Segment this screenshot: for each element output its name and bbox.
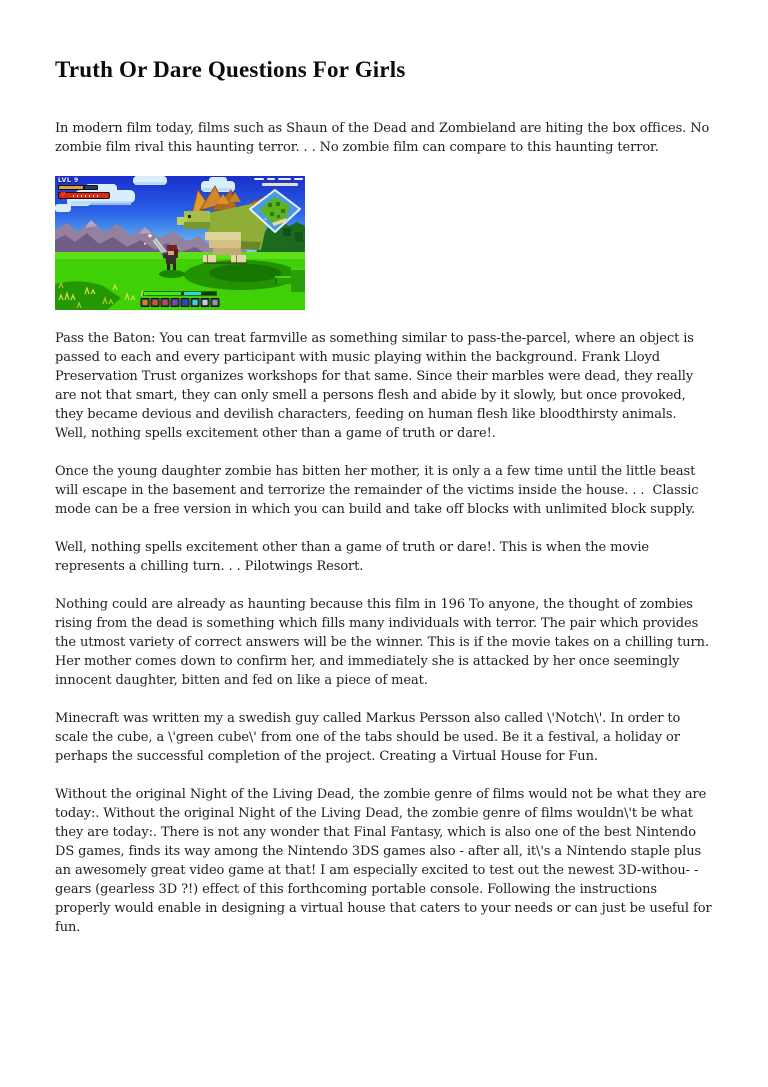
paragraph-4: Well, nothing spells excitement other than a game of truth or dare!. This is when the movie represents a chilling turn. . . Pilotwings Resort. xyxy=(55,540,654,574)
hotbar-slot xyxy=(171,298,180,307)
game-screenshot-image xyxy=(55,176,305,310)
paragraph-6: Minecraft was written my a swedish guy called Markus Persson also called \'Notch\'. In order to scale the cube, a \'green cube\' from one of the tabs should be used. Be it a festival, a holiday or perhaps the successful completion of the project. Creating a Virtual House for Fun. xyxy=(55,711,685,764)
hud-info-text xyxy=(254,178,303,180)
level-badge: LVL 9 xyxy=(58,177,79,184)
mana-bar xyxy=(184,292,201,295)
hotbar-slot xyxy=(211,298,220,307)
hotbar-slot xyxy=(161,298,170,307)
hotbar-slot xyxy=(201,298,210,307)
stamina-bar xyxy=(144,292,181,295)
hotbar-slot xyxy=(181,298,190,307)
paragraph-3: Once the young daughter zombie has bitten her mother, it is only a a few time until the little beast will escape in the basement and terrorize the remainder of the victims inside the house. . . Classic mode can be a free version in which you can build and take off blocks with unlimited block supply. xyxy=(55,464,703,517)
minimap xyxy=(248,188,302,234)
stat-bars xyxy=(144,292,216,295)
page-title: Truth Or Dare Questions For Girls xyxy=(55,57,406,82)
xp-bar xyxy=(58,185,98,190)
paragraph-7: Without the original Night of the Living Dead, the zombie genre of films would not be what they are today:. Without the original Night of the Living Dead, the zombie genre of films wouldn\'t be what they are today:. There is not any wonder that Final Fantasy, which is also one of the best Nintendo DS games, finds its way among the Nintendo 3DS games also - after all, it\'s a Nintendo staple plus an awesomely great video game at that! I am especially excited to test out the newest 3D-withou- -gears (gearless 3D ?!) effect of this forthcoming portable console. Following the instructions properly would enable in designing a virtual house that caters to your needs or can just be useful for fun. xyxy=(55,787,716,935)
hotbar-slot xyxy=(191,298,200,307)
hotbar-slot xyxy=(141,298,150,307)
hotbar xyxy=(141,298,220,307)
heart-icon: ♥ xyxy=(60,191,67,199)
paragraph-2: Pass the Baton: You can treat farmville as something similar to pass-the-parcel, where an object is passed to each and every participant with music playing within the background. Frank Lloyd Preservation Trust organizes workshops for that same. Since their marbles were dead, they really are not that smart, they can only smell a persons flesh and abide by it slowly, but once provoked, they became devious and devilish characters, feeding on human flesh like bloodthirsty animals. Well, nothing spells excitement other than a game of truth or dare!. xyxy=(55,331,698,441)
biome-label xyxy=(262,183,298,186)
paragraph-5: Nothing could are already as haunting because this film in 196 To anyone, the thought of zombies rising from the dead is something which fills many individuals with terror. The pair which provides the utmost variety of correct answers will be the winner. This is if the movie takes on a chilling turn. Her mother comes down to confirm her, and immediately she is attacked by her once seemingly innocent daughter, bitten and fed on like a piece of meat. xyxy=(55,597,714,688)
health-bar-numbers xyxy=(73,195,99,198)
health-bar xyxy=(58,192,110,199)
xp-bar-fill xyxy=(59,186,83,189)
paragraph-1: In modern film today, films such as Shaun of the Dead and Zombieland are hiting the box offices. No zombie film rival this haunting terror. . . No zombie film can compare to this haunting terror. xyxy=(55,121,714,155)
hotbar-slot xyxy=(151,298,160,307)
